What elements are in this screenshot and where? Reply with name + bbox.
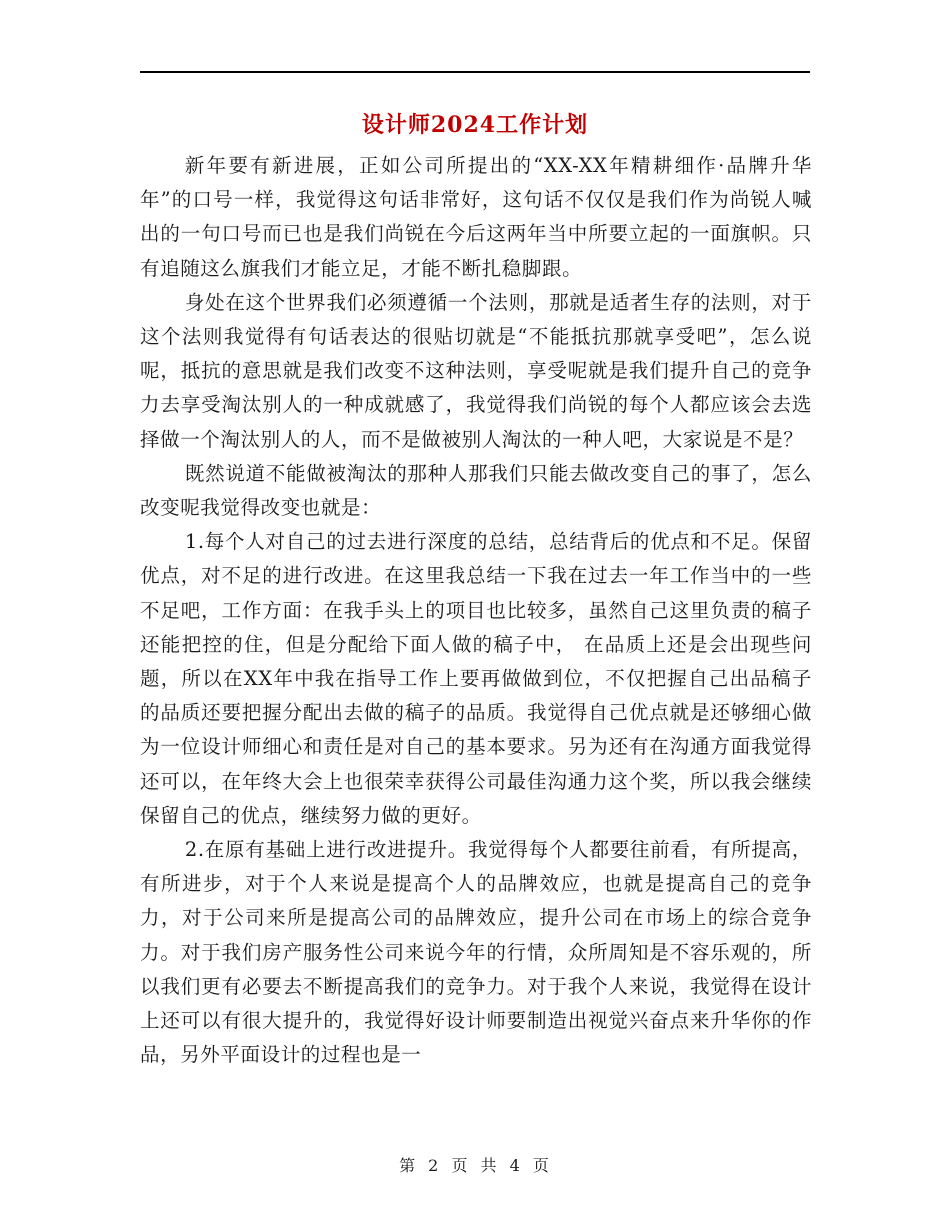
body-paragraph-3: 既然说道不能做被淘汰的那种人那我们只能去做改变自己的事了，怎么改变呢我觉得改变也就是： [140, 461, 812, 520]
body-paragraph-5: 2.在原有基础上进行改进提升。我觉得每个人都要往前看，有所提高，有所进步，对于个人来说是提高个人的品牌效应，也就是提高自己的竞争力，对于公司来所是提高公司的品牌效应，提升公司在市场上的综合竞争力。对于我们房产服务性公司来说今年的行情，众所周知是不容乐观的，所以我们更有必要去不断提高我们的竞争力。对于我个人来说，我觉得在设计上还可以有很大提升的，我觉得好设计师要制造出视觉兴奋点来升华你的作品，另外平面设计的过程也是一 [140, 838, 812, 1067]
page-number-footer: 第 2 页 共 4 页 [399, 1156, 551, 1175]
document-body [140, 149, 812, 1072]
header-rule [140, 71, 810, 73]
document-title: 设计师2024工作计划 [361, 112, 589, 138]
body-paragraph-1: 新年要有新进展，正如公司所提出的“XX-XX年精耕细作·品牌升华年”的口号一样，我觉得这句话非常好，这句话不仅仅是我们作为尚锐人喊出的一句口号而已也是我们尚锐在今后这两年当中所要立起的一面旗帜。只有追随这么旗我们才能立足，才能不断扎稳脚跟。 [140, 154, 812, 280]
body-paragraph-2: 身处在这个世界我们必须遵循一个法则，那就是适者生存的法则，对于这个法则我觉得有句话表达的很贴切就是“不能抵抗那就享受吧”，怎么说呢，抵抗的意思就是我们改变不这种法则，享受呢就是我们提升自己的竞争力去享受淘汰别人的一种成就感了，我觉得我们尚锐的每个人都应该会去选择做一个淘汰别人的人，而不是做被别人淘汰的一种人吧，大家说是不是？ [140, 290, 812, 451]
body-paragraph-4: 1.每个人对自己的过去进行深度的总结，总结背后的优点和不足。保留优点，对不足的进行改进。在这里我总结一下我在过去一年工作当中的一些不足吧，工作方面：在我手头上的项目也比较多，虽然自己这里负责的稿子还能把控的住，但是分配给下面人做的稿子中， 在品质上还是会出现些问题，所以在XX年中我在指导工作上要再做做到位，不仅把握自己出品稿子的品质还要把握分配出去做的稿子的品质。我觉得自己优点就是还够细心做为一位设计师细心和责任是对自己的基本要求。另为还有在沟通方面我觉得还可以，在年终大会上也很荣幸获得公司最佳沟通力这个奖，所以我会继续保留自己的优点，继续努力做的更好。 [140, 530, 812, 827]
